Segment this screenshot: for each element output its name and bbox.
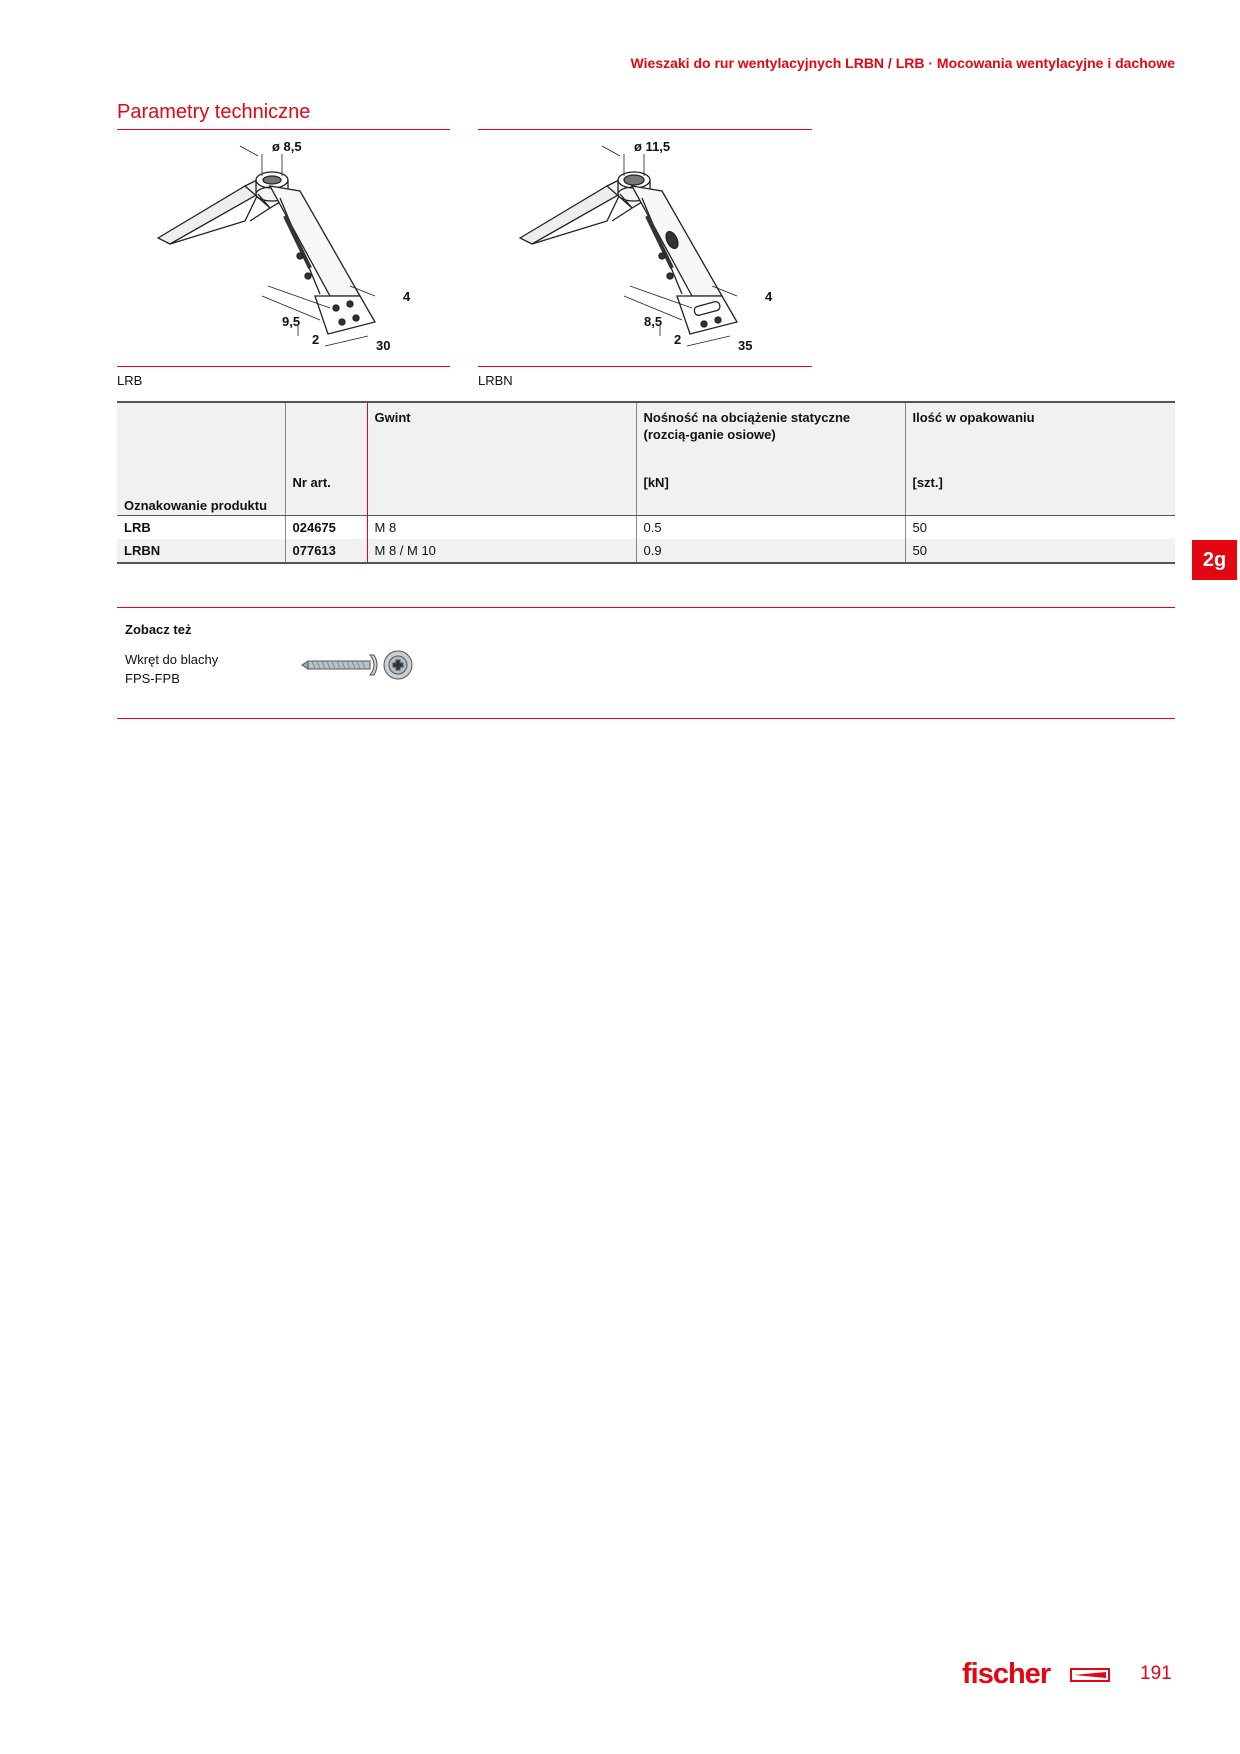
specification-table <box>117 401 1175 564</box>
lrb-edge-dim: 4 <box>403 289 411 304</box>
lrbn-hole-dim: ø 11,5 <box>634 139 671 154</box>
brand-wordmark: fischer <box>962 1658 1051 1690</box>
lrb-slot-dim: 9,5 <box>282 314 301 329</box>
cell-art-no: 077613 <box>285 539 367 563</box>
header-product <box>117 402 285 516</box>
figure-rule-left <box>117 366 450 367</box>
figure-caption-lrbn: LRBN <box>478 373 513 388</box>
header-thread <box>367 402 636 516</box>
lrbn-width-dim: 35 <box>738 338 753 353</box>
figure-caption-lrb: LRB <box>117 373 143 388</box>
cell-load: 0.9 <box>636 539 905 563</box>
see-also-bottom-rule <box>117 718 1175 719</box>
see-also-item-line1: Wkręt do blachy <box>125 652 219 667</box>
lrb-hole-dim: ø 8,5 <box>272 139 302 154</box>
table-header-row <box>117 402 1175 516</box>
lrbn-thickness-dim: 2 <box>674 332 682 347</box>
cell-art-no: 024675 <box>285 516 367 540</box>
lrbn-slot-dim: 8,5 <box>644 314 663 329</box>
header-art-no-label: Nr art. <box>292 475 331 490</box>
see-also-top-rule <box>117 607 1175 608</box>
header-qty-label: Ilość w opakowaniu <box>912 410 1035 425</box>
cell-load: 0.5 <box>636 516 905 540</box>
see-also-item-line2: FPS-FPB <box>125 671 180 686</box>
header-art-no <box>285 402 367 516</box>
header-thread-label: Gwint <box>374 410 411 425</box>
lrbn-edge-dim: 4 <box>765 289 773 304</box>
header-load <box>636 402 905 516</box>
cell-qty: 50 <box>905 539 1175 563</box>
header-qty-unit: [szt.] <box>912 475 943 490</box>
see-also-title: Zobacz też <box>125 622 192 637</box>
table-row <box>117 539 1175 563</box>
lrb-width-dim: 30 <box>376 338 391 353</box>
page-number: 191 <box>1140 1663 1172 1684</box>
see-also-item[interactable] <box>125 650 218 688</box>
chapter-tab[interactable]: 2g <box>1192 540 1237 580</box>
fischer-logo <box>958 1656 1118 1692</box>
section-title-rule-left <box>117 129 450 130</box>
cell-thread: M 8 <box>367 516 636 540</box>
cell-thread: M 8 / M 10 <box>367 539 636 563</box>
lrb-thickness-dim: 2 <box>312 332 320 347</box>
section-title-rule-right <box>478 129 812 130</box>
screw-image[interactable] <box>300 648 415 682</box>
lrbn-hanger-drawing <box>512 136 792 361</box>
figure-rule-right <box>478 366 812 367</box>
lrb-hanger-drawing <box>150 136 430 361</box>
header-qty <box>905 402 1175 516</box>
cell-product: LRBN <box>117 539 285 563</box>
header-load-unit: [kN] <box>643 475 669 490</box>
page-header-title: Wieszaki do rur wentylacyjnych LRBN / LRB · Mocowania wentylacyjne i dachowe <box>630 55 1175 71</box>
header-load-label: Nośność na obciążenie statyczne (rozcią-ganie osiowe) <box>643 410 851 442</box>
cell-product: LRB <box>124 520 151 535</box>
header-product-label: Oznakowanie produktu <box>124 498 268 513</box>
table-row <box>117 516 1175 540</box>
cell-qty: 50 <box>905 516 1175 540</box>
section-title: Parametry techniczne <box>117 101 311 123</box>
